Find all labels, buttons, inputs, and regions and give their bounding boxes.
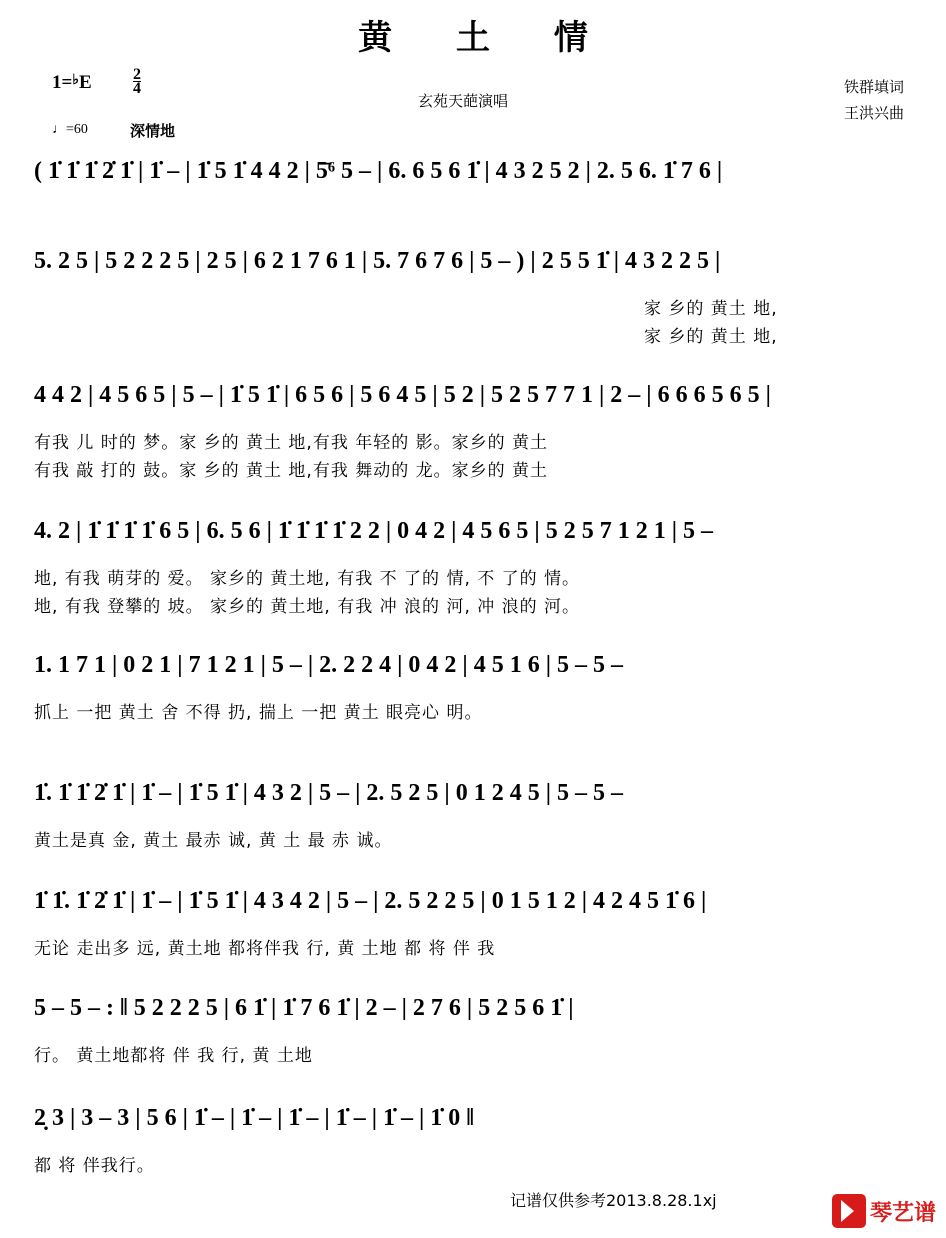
lyric-line-1: 抓上 一把 黄土 舍 不得 扔, 揣上 一把 黄土 眼亮心 明。 xyxy=(34,703,483,723)
music-system-3 xyxy=(34,382,914,482)
notation-row: 1̇. 1̇ 1̇ 2̇ 1̇ | 1̇ – | 1̇ 5 1̇ | 4 3 2 | 5 – | 2. 5 2 5 | 0 1 2 4 5 | 5 – 5 – xyxy=(34,780,623,806)
key-signature-prefix: 1= xyxy=(52,72,73,93)
tempo-marking: ♩=60 xyxy=(52,122,88,137)
site-logo-text: 琴艺谱 xyxy=(869,1200,936,1226)
music-system-9 xyxy=(34,1105,914,1177)
notation-row: 5 – 5 – : ‖ 5 2 2 2 5 | 6 1̇ | 1̇ 7 6 1̇ | 2 – | 2 7 6 | 5 2 5 6 1̇ | xyxy=(34,995,574,1021)
lyricist-credit: 铁群填词 xyxy=(843,78,904,96)
lyric-line-2: 地, 有我 登攀的 坡。 家乡的 黄土地, 有我 冲 浪的 河, 冲 浪的 河。 xyxy=(34,597,581,617)
play-icon xyxy=(832,1194,866,1228)
author-credits xyxy=(844,74,904,126)
time-signature-numerator: 2 xyxy=(133,66,141,83)
time-signature xyxy=(133,68,141,95)
notation-row: 1. 1 7 1 | 0 2 1 | 7 1 2 1 | 5 – | 2. 2 2 4 | 0 4 2 | 4 5 1 6 | 5 – 5 – xyxy=(34,652,623,678)
lyric-line-1: 家 乡的 黄土 地, xyxy=(644,299,778,319)
notation-row: ( 1̇ 1̇ 1̇ 2̇ 1̇ | 1̇ – | 1̇ 5 1̇ 4 4 2 | 5̄⁶ 5 – | 6. 6 5 6 1̇ | 4 3 2 5 2 | 2. 5 6. 1̇ 7 6 | xyxy=(34,158,723,184)
composer-credit: 王洪兴曲 xyxy=(843,104,904,122)
transcription-note: 记谱仅供参考2013.8.28.1xj xyxy=(510,1191,717,1210)
lyric-line-1: 都 将 伴我行。 xyxy=(34,1156,155,1176)
notation-row: 5. 2 5 | 5 2 2 2 5 | 2 5 | 6 2 1 7 6 1 | 5. 7 6 7 6 | 5 – ) | 2 5 5 1̇ | 4 3 2 2 5 | xyxy=(34,248,721,274)
expression-marking: 深情地 xyxy=(130,122,176,140)
notation-row: 4 4 2 | 4 5 6 5 | 5 – | 1̇ 5 1̇ | 6 5 6 | 5 6 4 5 | 5 2 | 5 2 5 7 7 1 | 2 – | 6 6 6 5 6 5 | xyxy=(34,382,771,408)
notation-row: 4. 2 | 1̇ 1̇ 1̇ 1̇ 6 5 | 6. 5 6 | 1̇ 1̇ 1̇ 1̇ 2 2 | 0 4 2 | 4 5 6 5 | 5 2 5 7 1 2 1 | 5 – xyxy=(34,518,713,544)
lyric-line-2: 有我 敲 打的 鼓。家 乡的 黄土 地,有我 舞动的 龙。家乡的 黄土 xyxy=(34,461,549,481)
lyric-line-1: 行。 黄土地都将 伴 我 行, 黄 土地 xyxy=(34,1046,313,1066)
performer-credit: 玄苑天葩演唱 xyxy=(418,92,509,110)
lyric-line-1: 黄土是真 金, 黄土 最赤 诚, 黄 土 最 赤 诚。 xyxy=(34,831,393,851)
music-system-8 xyxy=(34,995,914,1067)
music-system-6 xyxy=(34,780,914,852)
music-system-5 xyxy=(34,652,914,724)
time-signature-denominator: 4 xyxy=(133,80,141,97)
music-system-7 xyxy=(34,888,914,960)
notation-row: 2̣ 3 | 3 – 3 | 5 6 | 1̇ – | 1̇ – | 1̇ – | 1̇ – | 1̇ – | 1̇ 0 ‖ xyxy=(34,1105,475,1131)
lyric-line-2: 家 乡的 黄土 地, xyxy=(644,327,778,347)
site-logo[interactable] xyxy=(832,1194,936,1228)
music-system-2 xyxy=(34,248,914,348)
music-system-4 xyxy=(34,518,914,618)
music-system-1 xyxy=(34,158,914,204)
notation-row: 1̇ 1̇. 1̇ 2̇ 1̇ | 1̇ – | 1̇ 5 1̇ | 4 3 4 2 | 5 – | 2. 5 2 2 5 | 0 1 5 1 2 | 4 2 4 5 1̇ 6 | xyxy=(34,888,707,914)
key-signature-letter: E xyxy=(78,72,92,93)
key-signature-flat: ♭ xyxy=(72,73,79,88)
lyric-line-1: 无论 走出多 远, 黄土地 都将伴我 行, 黄 土地 都 将 伴 我 xyxy=(34,939,496,959)
key-signature xyxy=(52,72,92,94)
lyric-line-1: 有我 儿 时的 梦。家 乡的 黄土 地,有我 年轻的 影。家乡的 黄土 xyxy=(34,433,549,453)
page-title: 黄 土 情 xyxy=(358,18,614,58)
lyric-line-1: 地, 有我 萌芽的 爱。 家乡的 黄土地, 有我 不 了的 情, 不 了的 情。 xyxy=(34,569,581,589)
